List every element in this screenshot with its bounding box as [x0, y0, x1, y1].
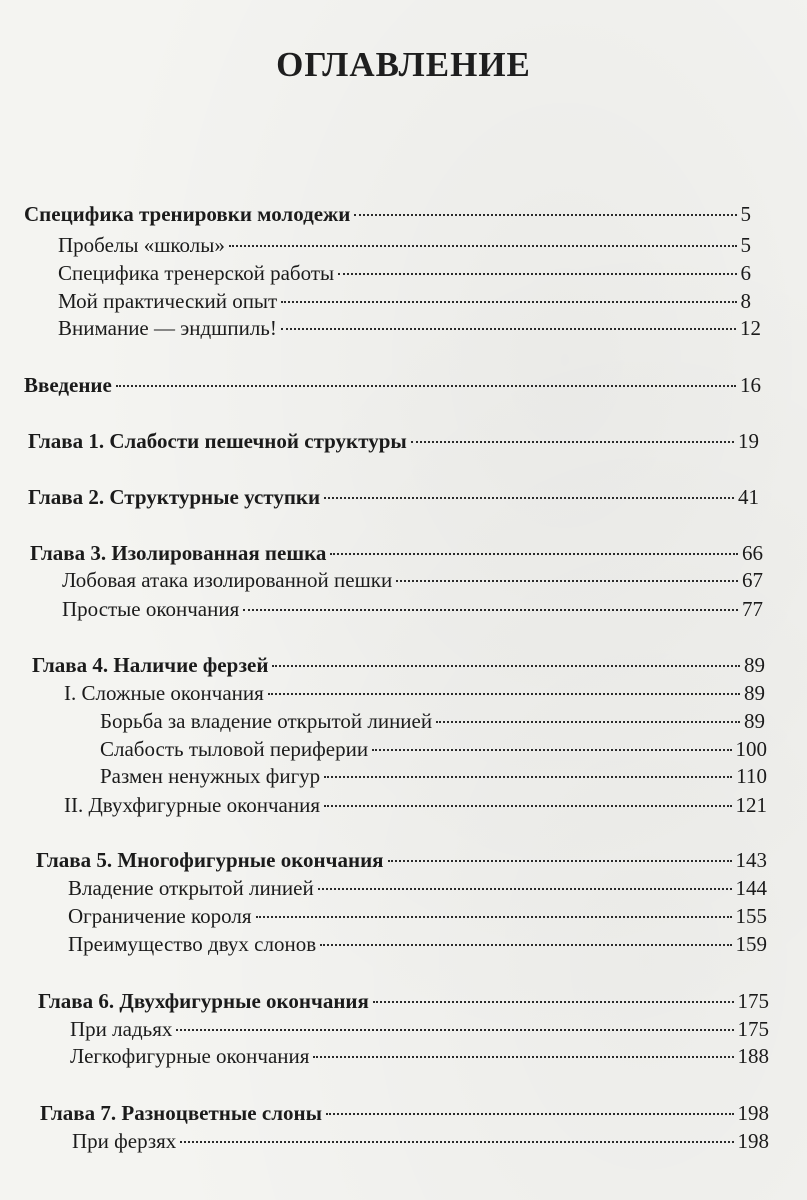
toc-entry-label: Глава 2. Структурные уступки — [28, 485, 321, 509]
toc-entry-label: Размен ненужных фигур — [100, 764, 321, 788]
toc-entry — [40, 1100, 769, 1126]
toc-entry — [32, 652, 765, 678]
toc-entry-page: 121 — [735, 793, 767, 817]
toc-entry — [100, 763, 767, 789]
toc-entry-page: 16 — [740, 373, 761, 397]
toc-entry — [58, 315, 761, 341]
toc-leader-dots — [324, 497, 734, 499]
toc-entry-label: Глава 6. Двухфигурные окончания — [38, 989, 369, 1013]
toc-entry-label: Специфика тренировки молодежи — [24, 202, 351, 226]
toc-entry-label: Глава 5. Многофигурные окончания — [36, 848, 384, 872]
toc-leader-dots — [326, 1113, 734, 1115]
toc-entry — [24, 201, 751, 227]
toc-leader-dots — [229, 245, 737, 247]
toc-entry-page: 159 — [735, 932, 767, 956]
toc-entry-label: Борьба за владение открытой линией — [100, 709, 433, 733]
toc-entry — [58, 232, 751, 258]
toc-entry — [28, 428, 759, 454]
toc-entry — [58, 288, 751, 314]
toc-entry-label: Глава 3. Изолированная пешка — [30, 541, 327, 565]
toc-entry — [36, 847, 767, 873]
toc-entry-page: 8 — [740, 289, 751, 313]
toc-entry-page: 12 — [740, 316, 761, 340]
toc-leader-dots — [372, 749, 731, 751]
toc-leader-dots — [272, 665, 740, 667]
toc-entry-page: 77 — [742, 597, 763, 621]
toc-entry-page: 66 — [742, 541, 763, 565]
toc-entry-label: Специфика тренерской работы — [58, 261, 335, 285]
toc-entry — [64, 792, 767, 818]
toc-entry-page: 5 — [740, 202, 751, 226]
toc-entry — [70, 1043, 769, 1069]
toc-entry-label: Мой практический опыт — [58, 289, 278, 313]
toc-entry-label: При ферзях — [72, 1129, 177, 1153]
toc-entry-page: 41 — [738, 485, 759, 509]
toc-entry-page: 198 — [737, 1101, 769, 1125]
toc-leader-dots — [330, 553, 738, 555]
toc-entry — [24, 372, 761, 398]
toc-leader-dots — [176, 1029, 733, 1031]
page-title: оглавление — [276, 31, 531, 87]
toc-entry — [30, 540, 763, 566]
toc-leader-dots — [318, 888, 732, 890]
toc-entry — [68, 931, 767, 957]
toc-entry — [100, 736, 767, 762]
toc-entry — [28, 484, 759, 510]
toc-leader-dots — [436, 721, 740, 723]
toc-entry-page: 155 — [735, 904, 767, 928]
toc-leader-dots — [268, 693, 740, 695]
toc-leader-dots — [313, 1056, 733, 1058]
toc-entry-label: При ладьях — [70, 1017, 173, 1041]
toc-entry-label: Ограничение короля — [68, 904, 252, 928]
toc-entry-label: Слабость тыловой периферии — [100, 737, 369, 761]
toc-leader-dots — [256, 916, 732, 918]
toc-entry — [100, 708, 765, 734]
toc-leader-dots — [324, 776, 732, 778]
toc-leader-dots — [354, 214, 736, 216]
toc-entry — [62, 596, 763, 622]
toc-leader-dots — [338, 273, 736, 275]
toc-entry-label: Глава 7. Разноцветные слоны — [40, 1101, 322, 1125]
toc-entry-label: Владение открытой линией — [68, 876, 314, 900]
toc-entry-page: 89 — [744, 653, 765, 677]
toc-entry-page: 67 — [742, 568, 763, 592]
toc-entry — [68, 875, 767, 901]
toc-entry-page: 19 — [738, 429, 759, 453]
toc-leader-dots — [116, 385, 736, 387]
toc-entry-label: Внимание — эндшпиль! — [58, 316, 277, 340]
toc-entry-label: Лобовая атака изолированной пешки — [62, 568, 393, 592]
toc-entry-label: Введение — [24, 373, 112, 397]
toc-entry — [62, 567, 763, 593]
toc-entry-label: Пробелы «школы» — [58, 233, 225, 257]
toc-entry-label: Преимущество двух слонов — [68, 932, 317, 956]
toc-leader-dots — [243, 609, 738, 611]
toc-entry-page: 89 — [744, 709, 765, 733]
toc-leader-dots — [396, 580, 738, 582]
toc-entry-page: 175 — [737, 989, 769, 1013]
toc-entry — [58, 260, 751, 286]
toc-entry-page: 188 — [737, 1044, 769, 1068]
toc-entry-label: I. Сложные окончания — [64, 681, 264, 705]
toc-entry — [70, 1016, 769, 1042]
toc-entry-page: 5 — [740, 233, 751, 257]
toc-entry — [68, 903, 767, 929]
toc-entry-label: Простые окончания — [62, 597, 240, 621]
toc-entry-page: 6 — [740, 261, 751, 285]
toc-leader-dots — [281, 328, 736, 330]
toc-entry — [64, 680, 765, 706]
toc-leader-dots — [411, 441, 734, 443]
toc-entry — [72, 1128, 769, 1154]
toc-leader-dots — [388, 860, 732, 862]
toc-entry-label: Глава 1. Слабости пешечной структуры — [28, 429, 407, 453]
toc-entry-page: 198 — [737, 1129, 769, 1153]
toc-entry-label: Легкофигурные окончания — [70, 1044, 310, 1068]
toc-entry-page: 100 — [735, 737, 767, 761]
toc-entry-page: 175 — [737, 1017, 769, 1041]
toc-entry-label: Глава 4. Наличие ферзей — [32, 653, 269, 677]
toc-leader-dots — [320, 944, 731, 946]
toc-entry-page: 144 — [735, 876, 767, 900]
toc-leader-dots — [281, 301, 736, 303]
toc-leader-dots — [324, 805, 732, 807]
toc-entry-page: 143 — [735, 848, 767, 872]
toc-entry — [38, 988, 769, 1014]
toc-leader-dots — [373, 1001, 734, 1003]
toc-entry-page: 110 — [736, 764, 767, 788]
toc-leader-dots — [180, 1141, 733, 1143]
toc-entry-page: 89 — [744, 681, 765, 705]
toc-entry-label: II. Двухфигурные окончания — [64, 793, 320, 817]
